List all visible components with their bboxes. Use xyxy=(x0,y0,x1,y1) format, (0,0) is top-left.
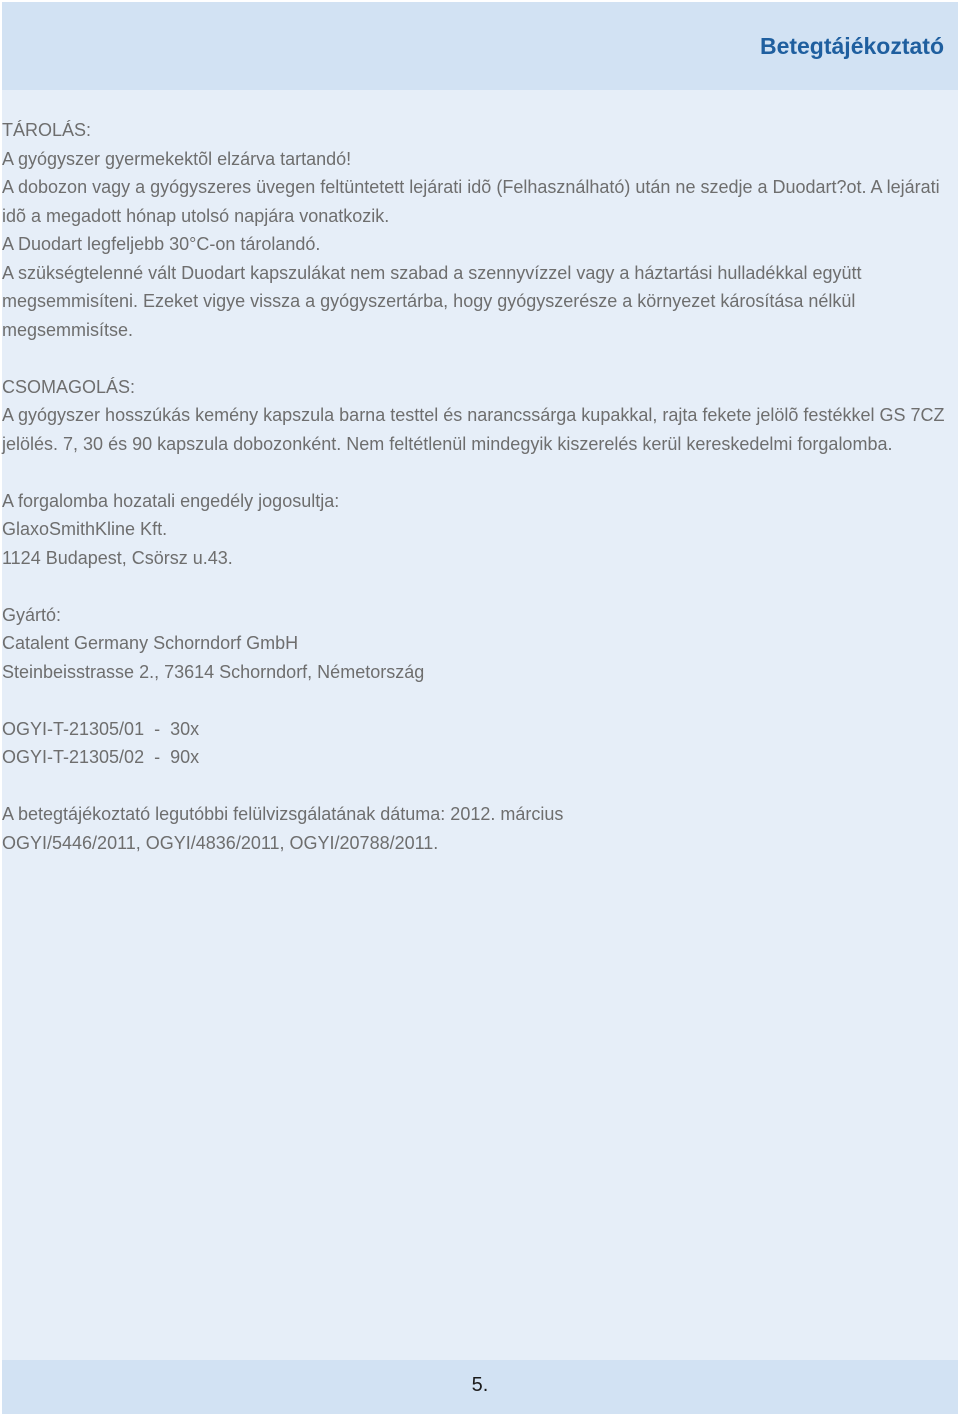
storage-line: A gyógyszer gyermekektõl elzárva tartandó! xyxy=(2,148,352,169)
manufacturer-address: Steinbeisstrasse 2., 73614 Schorndorf, Németország xyxy=(2,661,425,682)
page-footer xyxy=(2,1360,958,1414)
revision-refs: OGYI/5446/2011, OGYI/4836/2011, OGYI/20788/2011. xyxy=(2,832,439,853)
storage-line: A dobozon vagy a gyógyszeres üvegen feltüntetett lejárati idõ (Felhasználható) után ne szedje a Duodart?ot. A lejárati idõ a megadott hónap utolsó napjára vonatkozik. xyxy=(2,177,940,226)
packaging-section xyxy=(2,373,958,459)
storage-section xyxy=(2,116,958,344)
document-page xyxy=(2,2,958,1414)
registration-number: OGYI-T-21305/02 - 90x xyxy=(2,747,200,767)
packaging-heading: CSOMAGOLÁS: xyxy=(2,376,136,397)
packaging-text: A gyógyszer hosszúkás kemény kapszula barna testtel és narancssárga kupakkal, rajta fekete jelölõ festékkel GS 7CZ jelölés. 7, 30 és 90 kapszula dobozonként. Nem feltétlenül mindegyik kiszerelés kerül kereskedelmi forgalomba. xyxy=(2,405,945,454)
storage-heading: TÁROLÁS: xyxy=(2,120,92,140)
page-header xyxy=(2,2,958,90)
header-title: Betegtájékoztató xyxy=(759,33,944,59)
holder-heading: A forgalomba hozatali engedély jogosultja: xyxy=(2,490,340,511)
manufacturer-name: Catalent Germany Schorndorf GmbH xyxy=(2,633,299,653)
page-number: 5. xyxy=(471,1374,489,1396)
revision-date: A betegtájékoztató legutóbbi felülvizsgálatának dátuma: 2012. március xyxy=(2,804,564,824)
registration-number: OGYI-T-21305/01 - 30x xyxy=(2,718,200,739)
holder-address: 1124 Budapest, Csörsz u.43. xyxy=(2,547,233,568)
manufacturer-heading: Gyártó: xyxy=(2,604,62,625)
storage-line: A Duodart legfeljebb 30°C-on tárolandó. xyxy=(2,234,321,254)
holder-section xyxy=(2,487,958,573)
registration-section xyxy=(2,715,958,772)
manufacturer-section xyxy=(2,601,958,687)
storage-line: A szükségtelenné vált Duodart kapszulákat nem szabad a szennyvízzel vagy a háztartási hulladékkal együtt megsemmisíteni. Ezeket vigye vissza a gyógyszertárba, hogy gyógyszerésze a környezet károsítása nélkül megsemmisítse. xyxy=(2,262,862,340)
holder-name: GlaxoSmithKline Kft. xyxy=(2,519,168,539)
revision-section xyxy=(2,800,958,857)
document-body xyxy=(2,116,958,886)
